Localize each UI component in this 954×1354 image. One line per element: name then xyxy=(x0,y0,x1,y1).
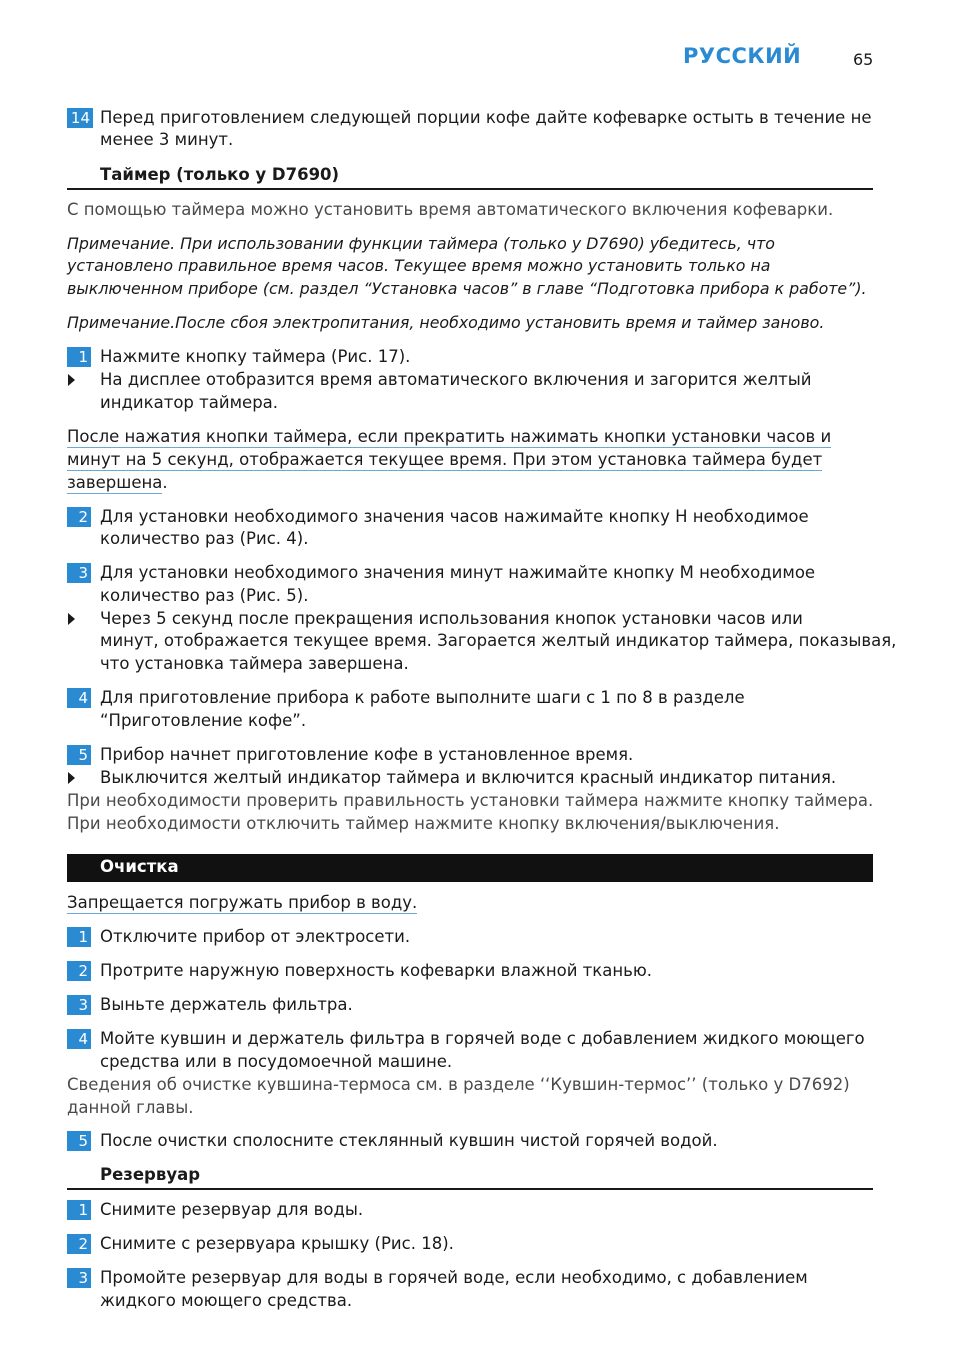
step-text: Для установки необходимого значения часов нажимайте кнопку H необходимое xyxy=(100,507,809,526)
step-number: 4 xyxy=(67,1029,91,1049)
step-text: количество раз (Рис. 5). xyxy=(100,586,309,605)
result-text: Через 5 секунд после прекращения использования кнопок установки часов или xyxy=(100,609,803,628)
step-number: 1 xyxy=(67,1200,91,1220)
section-title-timer: Таймер (только у D7690) xyxy=(100,165,340,184)
section-title-reservoir: Резервуар xyxy=(100,1165,201,1184)
step-number: 4 xyxy=(67,688,91,708)
step-number: 2 xyxy=(67,1234,91,1254)
step-text: Перед приготовлением следующей порции кофе дайте кофеварке остыть в течение не xyxy=(100,108,872,127)
section-rule xyxy=(67,1188,873,1190)
step-number: 2 xyxy=(67,961,91,981)
step-number: 1 xyxy=(67,927,91,947)
note-text: выключенном приборе (см. раздел “Установка часов” в главе “Подготовка прибора к работе”). xyxy=(67,279,867,298)
result-bullet-icon xyxy=(68,613,75,625)
step-text: Протрите наружную поверхность кофеварки влажной тканью. xyxy=(100,961,653,980)
section-title-cleaning: Очистка xyxy=(100,857,179,876)
result-text: Выключится желтый индикатор таймера и включится красный индикатор питания. xyxy=(100,768,837,787)
step-number: 1 xyxy=(67,347,91,367)
step-text: После очистки сполосните стеклянный кувшин чистой горячей водой. xyxy=(100,1131,718,1150)
intro-text: С помощью таймера можно установить время автоматического включения кофеварки. xyxy=(67,200,834,219)
warning-text: минут на 5 секунд, отображается текущее время. При этом установка таймера будет xyxy=(67,450,823,469)
result-text: минут, отображается текущее время. Загорается желтый индикатор таймера, показывая, xyxy=(100,631,897,650)
step-text: Для установки необходимого значения минут нажимайте кнопку M необходимое xyxy=(100,563,816,582)
step-number: 5 xyxy=(67,745,91,765)
result-text: что установка таймера завершена. xyxy=(100,654,409,673)
step-text: Прибор начнет приготовление кофе в установленное время. xyxy=(100,745,634,764)
step-number: 14 xyxy=(67,108,93,128)
note-text: Примечание.После сбоя электропитания, необходимо установить время и таймер заново. xyxy=(67,313,825,332)
step-number: 3 xyxy=(67,995,91,1015)
step-number: 5 xyxy=(67,1131,91,1151)
result-bullet-icon xyxy=(68,374,75,386)
step-text: Снимите резервуар для воды. xyxy=(100,1200,364,1219)
warning-text: После нажатия кнопки таймера, если прекратить нажимать кнопки установки часов и xyxy=(67,427,832,446)
step-text: Промойте резервуар для воды в горячей воде, если необходимо, с добавлением xyxy=(100,1268,808,1287)
step-text: Нажмите кнопку таймера (Рис. 17). xyxy=(100,347,411,366)
step-text: Отключите прибор от электросети. xyxy=(100,927,411,946)
language-label: РУССКИЙ xyxy=(683,44,802,68)
step-text: Снимите с резервуара крышку (Рис. 18). xyxy=(100,1234,454,1253)
step-text: жидкого моющего средства. xyxy=(100,1291,353,1310)
page-number: 65 xyxy=(853,50,874,69)
step-text: Выньте держатель фильтра. xyxy=(100,995,353,1014)
section-bar-cleaning xyxy=(67,854,873,882)
result-bullet-icon xyxy=(68,772,75,784)
result-text: индикатор таймера. xyxy=(100,393,279,412)
note-text: установлено правильное время часов. Текущее время можно установить только на xyxy=(67,256,771,275)
step-number: 2 xyxy=(67,507,91,527)
step-text: Мойте кувшин и держатель фильтра в горячей воде с добавлением жидкого моющего xyxy=(100,1029,865,1048)
warning-text: Запрещается погружать прибор в воду. xyxy=(67,893,418,912)
step-number: 3 xyxy=(67,1268,91,1288)
step-text: количество раз (Рис. 4). xyxy=(100,529,309,548)
step-text: менее 3 минут. xyxy=(100,130,234,149)
result-text: На дисплее отобразится время автоматического включения и загорится желтый xyxy=(100,370,812,389)
tip-text: При необходимости проверить правильность установки таймера нажмите кнопку таймера. xyxy=(67,791,874,810)
info-text: Сведения об очистке кувшина-термоса см. в разделе ‘‘Кувшин-термос’’ (только у D7692) xyxy=(67,1075,850,1094)
info-text: данной главы. xyxy=(67,1098,194,1117)
step-text: средства или в посудомоечной машине. xyxy=(100,1052,453,1071)
note-text: Примечание. При использовании функции таймера (только у D7690) убедитесь, что xyxy=(67,234,775,253)
step-text: “Приготовление кофе”. xyxy=(100,711,307,730)
step-text: Для приготовление прибора к работе выполните шаги с 1 по 8 в разделе xyxy=(100,688,745,707)
tip-text: При необходимости отключить таймер нажмите кнопку включения/выключения. xyxy=(67,814,780,833)
section-rule xyxy=(67,188,873,190)
step-number: 3 xyxy=(67,563,91,583)
warning-text: завершена. xyxy=(67,473,168,492)
